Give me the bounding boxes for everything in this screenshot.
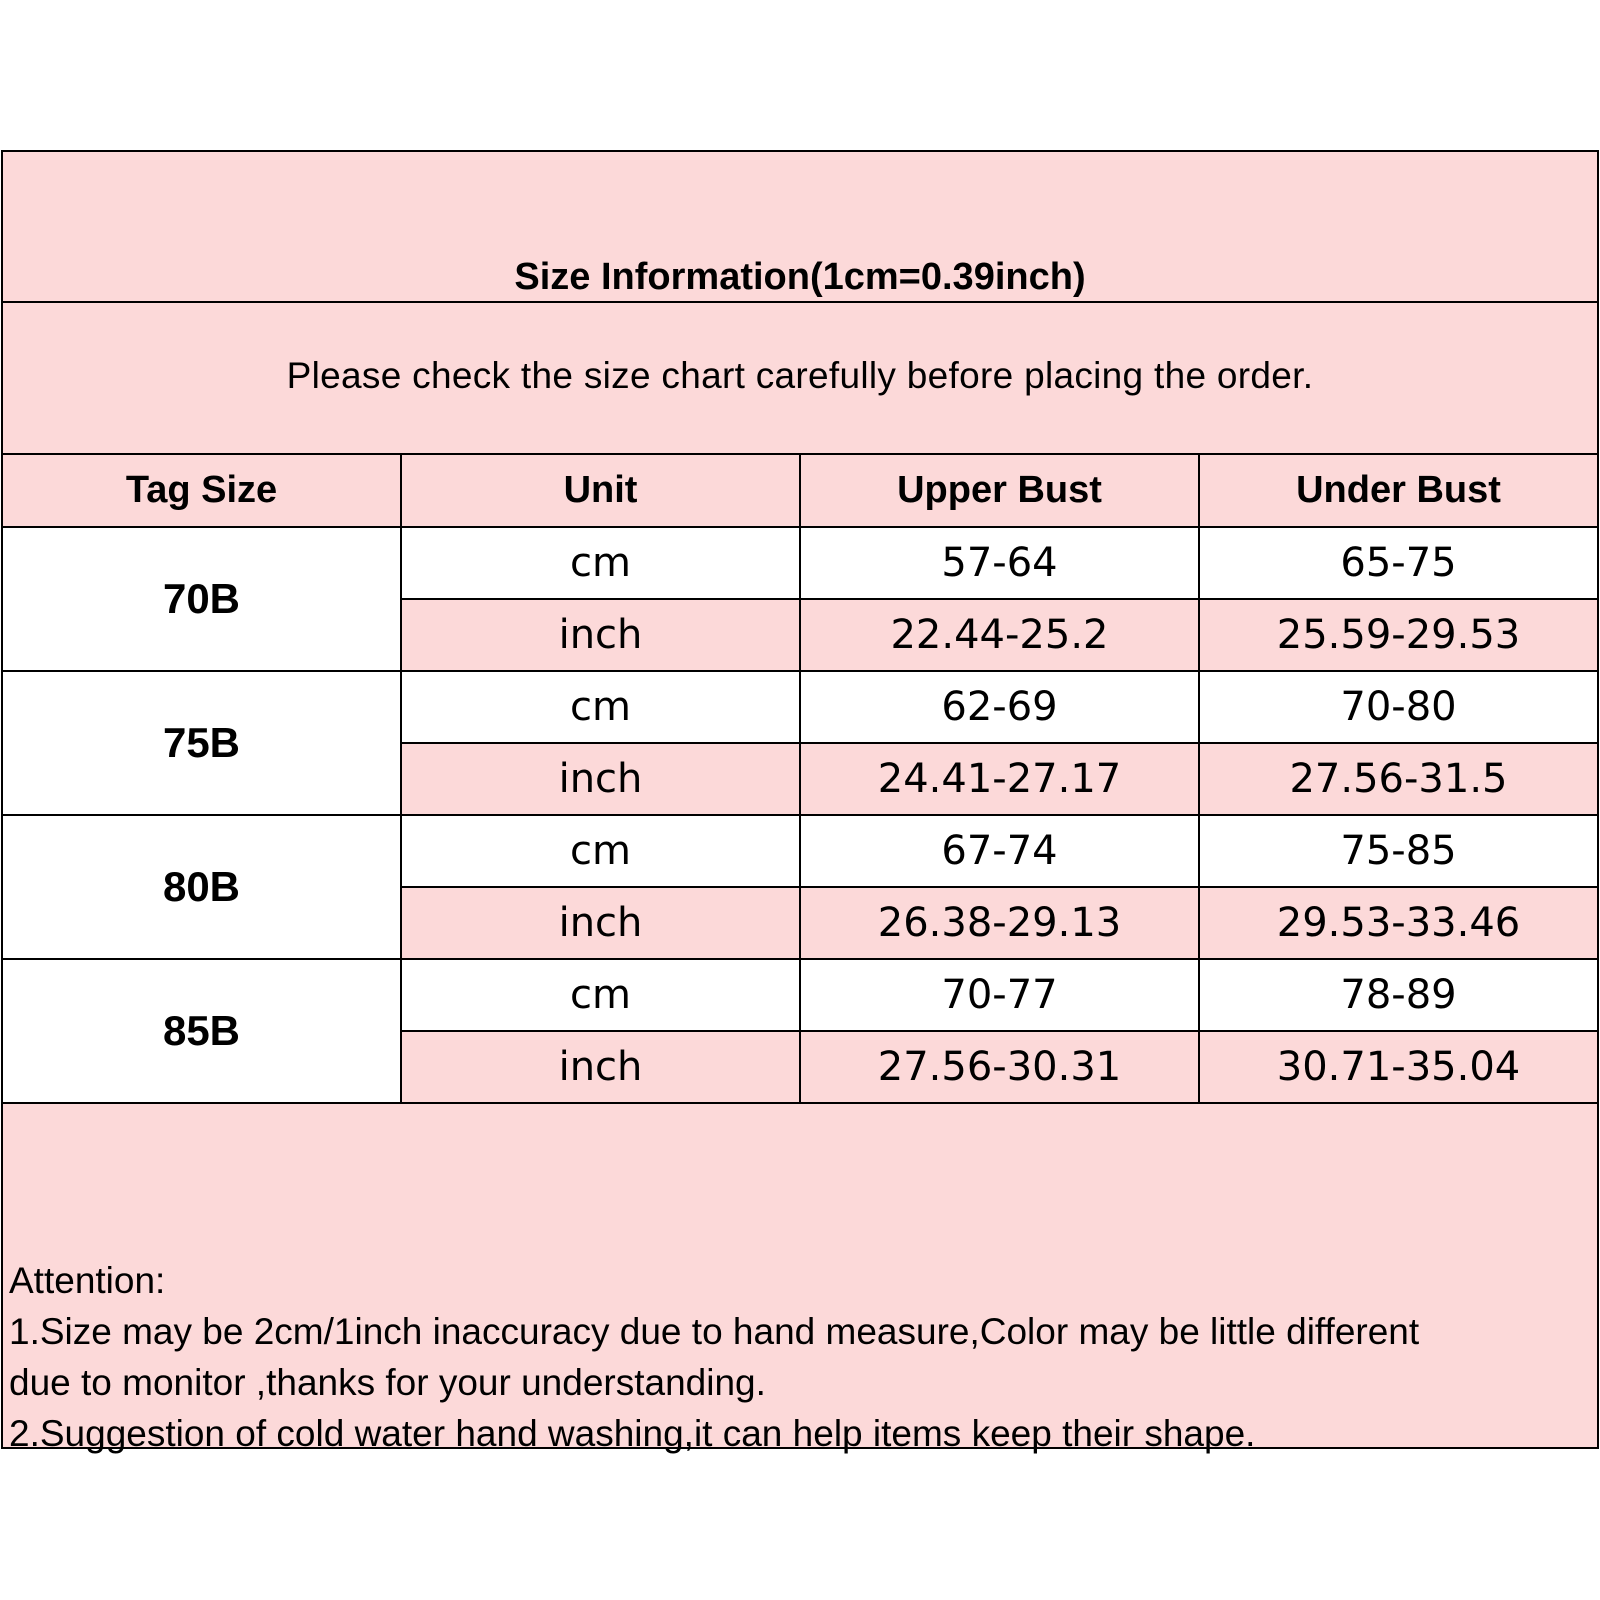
upper-bust-cell: 62-69 xyxy=(800,671,1199,743)
table-row xyxy=(3,959,1597,1031)
title-row xyxy=(3,152,1597,303)
unit-cell: inch xyxy=(401,887,800,959)
unit-cell: cm xyxy=(401,527,800,599)
attention-line: 1.Size may be 2cm/1inch inaccuracy due to hand measure,Color may be little different xyxy=(9,1311,1420,1352)
unit-cell: cm xyxy=(401,959,800,1031)
header-tag-size: Tag Size xyxy=(3,455,401,527)
upper-bust-cell: 57-64 xyxy=(800,527,1199,599)
header-unit: Unit xyxy=(401,455,800,527)
under-bust-cell: 29.53-33.46 xyxy=(1199,887,1597,959)
tag-size-cell: 80B xyxy=(3,815,401,959)
upper-bust-cell: 22.44-25.2 xyxy=(800,599,1199,671)
tag-size-cell: 70B xyxy=(3,527,401,671)
notice-text: Please check the size chart carefully before placing the order. xyxy=(286,355,1314,396)
under-bust-cell: 75-85 xyxy=(1199,815,1597,887)
under-bust-cell: 27.56-31.5 xyxy=(1199,743,1597,815)
attention-line: 2.Suggestion of cold water hand washing,it can help items keep their shape. xyxy=(9,1413,1256,1454)
table-row xyxy=(3,527,1597,599)
under-bust-cell: 70-80 xyxy=(1199,671,1597,743)
under-bust-cell: 78-89 xyxy=(1199,959,1597,1031)
under-bust-cell: 30.71-35.04 xyxy=(1199,1031,1597,1103)
unit-cell: cm xyxy=(401,671,800,743)
tag-size-cell: 85B xyxy=(3,959,401,1103)
unit-cell: cm xyxy=(401,815,800,887)
unit-cell: inch xyxy=(401,599,800,671)
upper-bust-cell: 27.56-30.31 xyxy=(800,1031,1199,1103)
upper-bust-cell: 24.41-27.17 xyxy=(800,743,1199,815)
header-under-bust: Under Bust xyxy=(1199,455,1597,527)
attention-heading: Attention: xyxy=(9,1260,166,1301)
unit-cell: inch xyxy=(401,743,800,815)
header-upper-bust: Upper Bust xyxy=(800,455,1199,527)
tag-size-cell: 75B xyxy=(3,671,401,815)
chart-title: Size Information(1cm=0.39inch) xyxy=(514,256,1086,298)
size-table xyxy=(3,455,1597,1104)
attention-section xyxy=(3,1155,1597,1454)
under-bust-cell: 25.59-29.53 xyxy=(1199,599,1597,671)
under-bust-cell: 65-75 xyxy=(1199,527,1597,599)
table-row xyxy=(3,815,1597,887)
notice-row xyxy=(3,303,1597,455)
upper-bust-cell: 70-77 xyxy=(800,959,1199,1031)
table-row xyxy=(3,671,1597,743)
upper-bust-cell: 26.38-29.13 xyxy=(800,887,1199,959)
unit-cell: inch xyxy=(401,1031,800,1103)
attention-line: due to monitor ,thanks for your understanding. xyxy=(9,1362,766,1403)
table-header-row xyxy=(3,455,1597,527)
attention-block xyxy=(9,1255,1557,1459)
size-chart-sheet xyxy=(1,150,1599,1454)
upper-bust-cell: 67-74 xyxy=(800,815,1199,887)
